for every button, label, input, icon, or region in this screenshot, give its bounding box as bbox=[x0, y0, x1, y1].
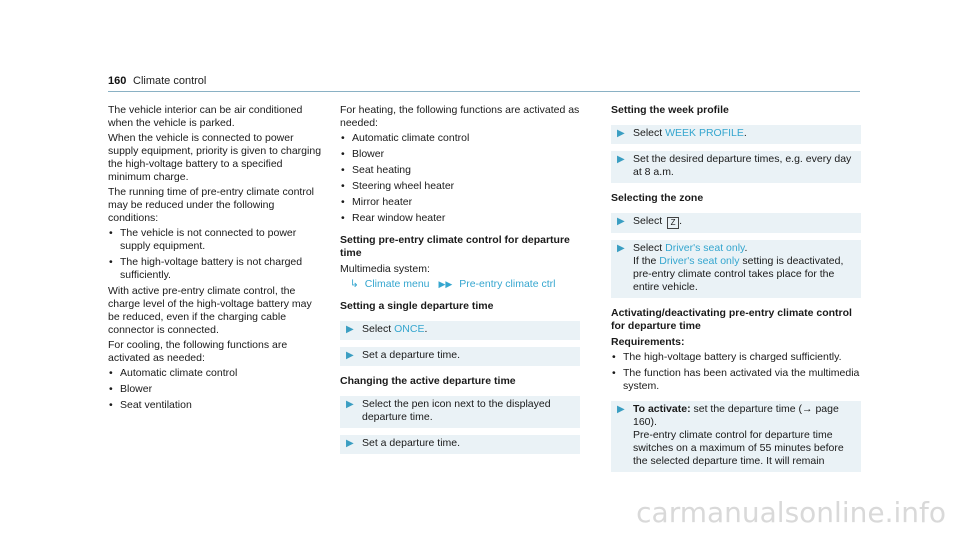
step-set-departure-2: ▶ Set a departure time. bbox=[340, 435, 580, 454]
cooling-list bbox=[108, 367, 324, 412]
heading-activating: Activating/deactivating pre-entry climate control for departure time bbox=[611, 307, 852, 332]
intro-paragraph: The vehicle interior can be air conditioned when the vehicle is parked. bbox=[108, 104, 303, 129]
week-profile-option[interactable]: WEEK PROFILE bbox=[665, 127, 744, 139]
step-arrow-icon: ▶ bbox=[346, 399, 354, 410]
header-divider bbox=[108, 91, 860, 92]
step-select-drivers-seat: ▶ Select Driver's seat only. If the Driver's seat only setting is deactivated, pre-entry climate control takes place for the entire vehicle. bbox=[611, 240, 861, 298]
charge-level-paragraph: With active pre-entry climate control, the charge level of the high-voltage battery may be reduced, even if the charging cable connector is connected. bbox=[108, 285, 312, 336]
step-arrow-icon: ▶ bbox=[346, 350, 354, 361]
step-select-pen: ▶ Select the pen icon next to the displayed departure time. bbox=[340, 396, 580, 428]
drivers-seat-option[interactable]: Driver's seat only bbox=[665, 242, 745, 254]
list-item: • Rear window heater bbox=[340, 212, 580, 225]
cooling-paragraph: For cooling, the following functions are activated as needed: bbox=[108, 339, 288, 364]
column-3 bbox=[611, 104, 861, 476]
heading-single-departure: Setting a single departure time bbox=[340, 300, 494, 312]
heating-list bbox=[340, 132, 580, 225]
heading-week-profile: Setting the week profile bbox=[611, 104, 729, 116]
list-item: • Steering wheel heater bbox=[340, 180, 580, 193]
requirements-list bbox=[611, 351, 861, 393]
step-set-times: ▶ Set the desired departure times, e.g. every day at 8 a.m. bbox=[611, 151, 861, 183]
zone-key-icon[interactable]: Z bbox=[667, 217, 679, 229]
section-title: Climate control bbox=[133, 75, 207, 87]
list-item: • The function has been activated via the multimedia system. bbox=[611, 367, 861, 393]
menu-path bbox=[340, 278, 580, 291]
list-item: • Seat ventilation bbox=[108, 399, 324, 412]
watermark: carmanualsonline.info bbox=[636, 496, 946, 529]
column-1 bbox=[108, 104, 324, 415]
step-arrow-icon: ▶ bbox=[346, 438, 354, 449]
heating-paragraph: For heating, the following functions are activated as needed: bbox=[340, 104, 580, 129]
step-arrow-icon: ▶ bbox=[617, 216, 625, 227]
list-item: • Blower bbox=[108, 383, 324, 396]
step-arrow-icon: ▶ bbox=[617, 243, 625, 254]
menu-path-pre-entry[interactable]: Pre-entry climate ctrl bbox=[459, 278, 556, 290]
heading-setting-departure: Setting pre-entry climate control for departure time bbox=[340, 234, 570, 259]
step-activate: ▶ To activate: set the departure time (→ page 160). Pre-entry climate control for departure time switches on a maximum of 55 minutes before the selected departure time. It will remain bbox=[611, 401, 861, 472]
requirements-label: Requirements: bbox=[611, 336, 685, 348]
once-option[interactable]: ONCE bbox=[394, 323, 425, 335]
step-arrow-icon: ▶ bbox=[617, 154, 625, 165]
running-time-paragraph: The running time of pre-entry climate control may be reduced under the following conditions: bbox=[108, 186, 315, 224]
menu-path-climate-menu[interactable]: Climate menu bbox=[364, 278, 430, 290]
step-set-departure: ▶ Set a departure time. bbox=[340, 347, 580, 366]
menu-path-icon: ↳ bbox=[350, 278, 359, 290]
step-select-week-profile: ▶ Select WEEK PROFILE. bbox=[611, 125, 861, 144]
conditions-list bbox=[108, 227, 324, 282]
list-item: • The high-voltage battery is not charged sufficiently. bbox=[108, 256, 324, 282]
list-item: • Automatic climate control bbox=[108, 367, 324, 380]
list-item: • The vehicle is not connected to power supply equipment. bbox=[108, 227, 324, 253]
priority-paragraph: When the vehicle is connected to power supply equipment, priority is given to charging the high-voltage battery to a specified minimum charge. bbox=[108, 132, 322, 183]
multimedia-label: Multimedia system: bbox=[340, 263, 430, 275]
step-select-zone-key: ▶ Select Z . bbox=[611, 213, 861, 233]
list-item: • Seat heating bbox=[340, 164, 580, 177]
list-item: • The high-voltage battery is charged sufficiently. bbox=[611, 351, 861, 364]
list-item: • Blower bbox=[340, 148, 580, 161]
step-select-once: ▶ Select ONCE. bbox=[340, 321, 580, 340]
heading-selecting-zone: Selecting the zone bbox=[611, 192, 704, 204]
page-header bbox=[108, 75, 860, 91]
heading-changing-departure: Changing the active departure time bbox=[340, 375, 516, 387]
step-arrow-icon: ▶ bbox=[617, 404, 625, 415]
column-2 bbox=[340, 104, 580, 458]
double-chevron-icon: ▶▶ bbox=[438, 279, 453, 289]
list-item: • Mirror heater bbox=[340, 196, 580, 209]
step-arrow-icon: ▶ bbox=[617, 128, 625, 139]
drivers-seat-setting: Driver's seat only bbox=[659, 255, 740, 267]
page-number: 160 bbox=[108, 75, 127, 87]
list-item: • Automatic climate control bbox=[340, 132, 580, 145]
step-arrow-icon: ▶ bbox=[346, 324, 354, 335]
